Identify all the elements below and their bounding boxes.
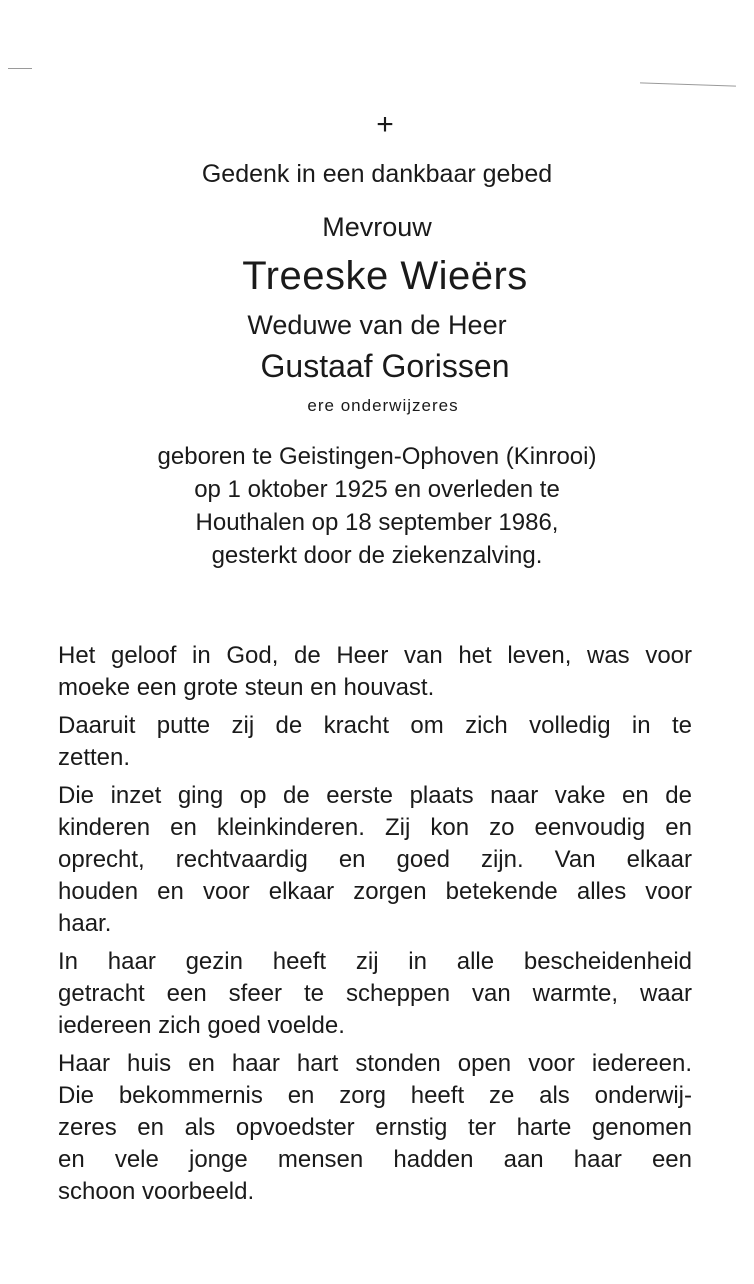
- scan-artifact-left: [8, 68, 32, 69]
- tribute-line: Het geloof in God, de Heer van het leven, was voor: [58, 642, 692, 669]
- life-line: Houthalen op 18 september 1986,: [195, 509, 559, 536]
- tribute-line: In haar gezin heeft zij in alle bescheidenheid: [58, 948, 692, 975]
- tribute-paragraph: [58, 1048, 692, 1208]
- life-line: gesterkt door de ziekenzalving.: [211, 542, 543, 569]
- tribute-line: schoon voorbeeld.: [58, 1178, 255, 1205]
- tribute-line: Die bekommernis en zorg heeft ze als onderwij-: [58, 1082, 692, 1109]
- tribute-line: getracht een sfeer te scheppen van warmte, waar: [58, 980, 692, 1007]
- life-dates-block: [0, 440, 754, 572]
- tribute-paragraph: [58, 710, 692, 774]
- tribute-line: moeke een grote steun en houvast.: [58, 674, 435, 701]
- salutation: Mevrouw: [322, 212, 432, 242]
- tribute-paragraph: [58, 946, 692, 1042]
- tribute-line: zeres en als opvoedster ernstig ter harte genomen: [58, 1114, 692, 1141]
- tribute-line: haar.: [58, 910, 112, 937]
- tribute-line: en vele jonge mensen hadden aan haar een: [58, 1146, 692, 1173]
- tribute-line: houden en voor elkaar zorgen betekende alles voor: [58, 878, 692, 905]
- occupation: ere onderwijzeres: [307, 396, 459, 415]
- tribute-line: oprecht, rechtvaardig en goed zijn. Van elkaar: [58, 846, 692, 873]
- tribute-line: Haar huis en haar hart stonden open voor iedereen.: [58, 1050, 692, 1077]
- tribute-line: Daaruit putte zij de kracht om zich volledig in te: [58, 712, 692, 739]
- scan-artifact-right: [640, 82, 736, 86]
- tribute-paragraph: [58, 640, 692, 704]
- widow-of-text: Weduwe van de Heer: [247, 310, 507, 340]
- cross-symbol: +: [376, 108, 394, 141]
- life-line: op 1 oktober 1925 en overleden te: [194, 476, 560, 503]
- tribute-text: [58, 640, 692, 1214]
- tribute-paragraph: [58, 780, 692, 940]
- tribute-line: zetten.: [58, 744, 131, 771]
- deceased-name: Treeske Wieërs: [242, 254, 528, 298]
- tribute-line: iedereen zich goed voelde.: [58, 1012, 345, 1039]
- tribute-line: Die inzet ging op de eerste plaats naar vake en de: [58, 782, 692, 809]
- tribute-line: kinderen en kleinkinderen. Zij kon zo eenvoudig en: [58, 814, 692, 841]
- life-line: geboren te Geistingen-Ophoven (Kinrooi): [157, 443, 597, 470]
- intro-text: Gedenk in een dankbaar gebed: [201, 160, 553, 188]
- husband-name: Gustaaf Gorissen: [260, 348, 510, 384]
